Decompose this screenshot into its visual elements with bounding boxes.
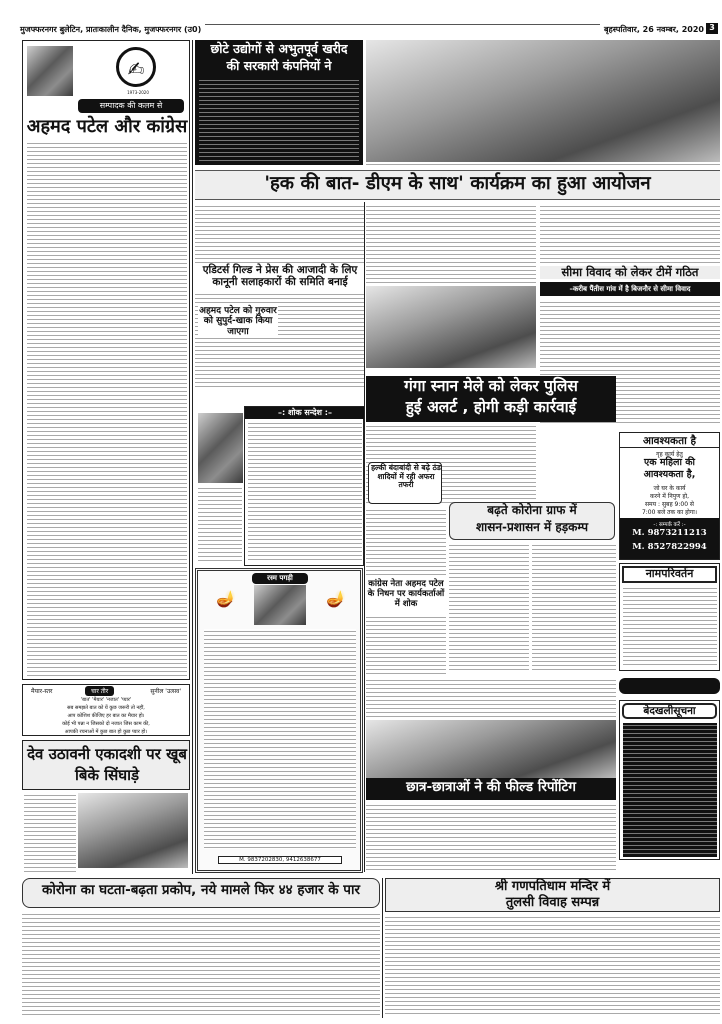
wanted-ad-contact-label: -: सम्पर्क करें :-	[653, 522, 686, 528]
obituary-photo	[254, 585, 306, 625]
wanted-ad-line4: जो घर के कार्य	[653, 485, 686, 492]
tulsi-vivah-headline-2: तुलसी विवाह सम्पन्न	[505, 895, 600, 910]
ahmad-patel-headline: अहमद पटेल को गुरुवार को सुपुर्द-खाक किया जाएगा	[199, 306, 277, 337]
dev-uthavani-box	[22, 740, 190, 790]
column-rule-2	[364, 202, 365, 872]
corona-graph-headline-1: बढ़ते कोरोना ग्राफ में	[487, 503, 577, 517]
masthead-left: मुजफ्फरनगर बुलेटिन, प्रातःकालीन दैनिक, मुजफ्फरनगर (उ0)	[20, 24, 205, 35]
condolence-photo	[198, 413, 243, 483]
wanted-ad-line6: समय : सुबह 9:00 से	[645, 501, 694, 508]
ad-strip	[619, 678, 720, 694]
wanted-ad-line2: एक महिला की	[643, 457, 695, 468]
ganga-snan-header	[366, 376, 616, 422]
obituary-body	[204, 629, 356, 849]
wanted-ad-phone1: M. 9873211213	[632, 528, 707, 538]
top-story-headline-2: की सरकारी कंपनियों ने	[226, 58, 332, 73]
obituary-title: रस्म पगड़ी	[252, 573, 308, 584]
top-story-headline-1: छोटे उद्योगों से अभुतपूर्व खरीद	[210, 41, 348, 56]
name-change-body	[623, 586, 717, 668]
wanted-ad-box	[619, 432, 720, 560]
dev-uthavani-body	[24, 793, 76, 873]
lamp-icon-right: 🪔	[326, 589, 346, 608]
meeting-photo	[366, 40, 720, 162]
poem-badge: चार तीर	[85, 686, 114, 696]
poem-line2: सब समझते बात को यें कुछ जरूरी तो नहीं,	[67, 705, 145, 711]
wanted-ad-line7: 7:00 बजे तक का होगा।	[641, 509, 698, 516]
border-dispute-headline: सीमा विवाद को लेकर टीमें गठित	[540, 266, 720, 279]
border-dispute-subhead: –करीब पैंतीस गांव में है बिजनौर से सीमा विवाद	[540, 282, 720, 296]
wanted-ad-line5: करने में निपुण हो,	[650, 493, 689, 500]
border-dispute-header	[540, 266, 720, 298]
wanted-ad-line3: आवश्यकता है,	[643, 469, 696, 480]
editorial-headline: अहमद पटेल और कांग्रेस	[26, 116, 188, 137]
editors-guild-headline: एडिटर्स गिल्ड ने प्रेस की आजादी के लिए कानूनी सलाहकारों की समिति बनाई	[202, 264, 358, 289]
editor-photo	[27, 46, 73, 96]
poem-line1: 'बात' 'मैयार' 'नजात' 'प्यार'	[80, 697, 132, 703]
main-story-body-2	[366, 204, 536, 284]
congress-shok-headline: कांग्रेस नेता अहमद पटेल के निधन पर कार्यकर्ताओं में शोक	[367, 579, 445, 609]
main-story-body-3	[540, 204, 720, 264]
congress-shok-body	[366, 615, 446, 675]
corona-graph-body-1	[449, 543, 529, 673]
tulsi-vivah-body	[385, 915, 720, 1016]
gate-photo	[366, 286, 536, 368]
page-number: 3	[706, 23, 718, 34]
top-story-body	[199, 78, 359, 162]
corona-graph-body-2	[532, 543, 616, 673]
field-reporting-photo	[366, 720, 616, 778]
congress-shok-body-top	[366, 508, 446, 578]
condolence-body	[248, 421, 362, 561]
poem-right: सुनील 'उत्सव'	[150, 688, 181, 695]
corona-bottom-body	[22, 912, 380, 1016]
dev-uthavani-headline: देव उठावनी एकादशी पर खूब बिके सिंघाड़े	[27, 745, 187, 784]
tulsi-vivah-header	[385, 878, 720, 912]
field-reporting-header	[366, 778, 616, 800]
light-wedding-box	[368, 462, 442, 504]
condolence-name	[198, 486, 242, 564]
logo-years: 1973-2020	[127, 90, 149, 95]
condolence-box	[244, 406, 364, 566]
corona-bottom-header	[22, 878, 380, 908]
editorial-body	[27, 141, 187, 676]
name-change-box	[619, 563, 720, 671]
lamp-icon-left: 🪔	[216, 589, 236, 608]
ganga-snan-headline-2: हुई अलर्ट , होगी कड़ी कार्रवाई	[405, 398, 577, 416]
poem-line3: आप कोशिश कीजिए हर बात का मैयार हो।	[67, 713, 145, 719]
main-story-header	[195, 170, 720, 200]
field-reporting-headline: छात्र-छात्राओं ने की फील्ड रिपोंटिग	[406, 779, 576, 795]
condolence-title: –: शोक सन्देश :–	[245, 407, 365, 419]
wanted-ad-phone2: M. 8527822994	[632, 542, 707, 552]
pen-logo-icon: ✍	[116, 47, 156, 87]
corona-graph-headline-2: शासन-प्रशासन में हड़कम्प	[475, 520, 589, 534]
eviction-title: बेदखलीसूचना	[622, 703, 717, 719]
editorial-section-label: सम्पादक की कलम से	[78, 99, 184, 113]
column-rule-1	[192, 40, 193, 874]
main-story-headline: 'हक की बात- डीएम के साथ' कार्यक्रम का हुआ आयोजन	[264, 173, 651, 194]
obituary-phone: M. 9837202830, 9412638677	[218, 856, 342, 864]
poem-box	[22, 684, 190, 736]
light-wedding-headline: हल्की बंदाबांदी से बढ़े ठंड शादियों में रही अफरा तफरी	[371, 463, 441, 490]
main-story-body-1	[195, 204, 365, 264]
poem-line4: कोई भी पन्ना न जिसको दो नजात जिस काम की,	[62, 721, 150, 727]
poem-line5: आपकी रचनाओं में कुछ बात हो कुछ प्यार हो।	[64, 729, 148, 735]
wanted-ad-line1: गृह कार्य हेतु	[656, 451, 683, 458]
name-change-title: नामपरिवर्तन	[622, 566, 717, 583]
masthead-date: बृहस्पतिवार, 26 नवम्बर, 2020	[600, 24, 704, 35]
wanted-ad-title: आवश्यकता है	[620, 435, 719, 448]
wanted-ad-contact	[620, 518, 719, 559]
poem-left: मैयार-स्तर	[31, 688, 53, 695]
masthead	[20, 21, 718, 35]
column-rule-3	[382, 878, 383, 1018]
eviction-box	[619, 700, 720, 860]
eviction-body	[623, 723, 717, 857]
corona-bottom-headline: कोरोना का घटता-बढ़ता प्रकोप, नये मामले फिर ४४ हजार के पार	[42, 882, 360, 898]
singhade-photo	[78, 793, 188, 868]
tulsi-vivah-headline-1: श्री गणपतिधाम मन्दिर में	[494, 879, 611, 894]
top-story-box	[195, 40, 363, 165]
obituary-box	[195, 568, 363, 873]
ganga-snan-headline-1: गंगा स्नान मेले को लेकर पुलिस	[404, 377, 578, 395]
corona-graph-header	[449, 502, 615, 540]
field-reporting-body	[366, 803, 616, 871]
meeting-photo-caption	[366, 162, 720, 168]
congress-shok-body-2	[366, 678, 616, 718]
editorial-box	[22, 40, 190, 680]
